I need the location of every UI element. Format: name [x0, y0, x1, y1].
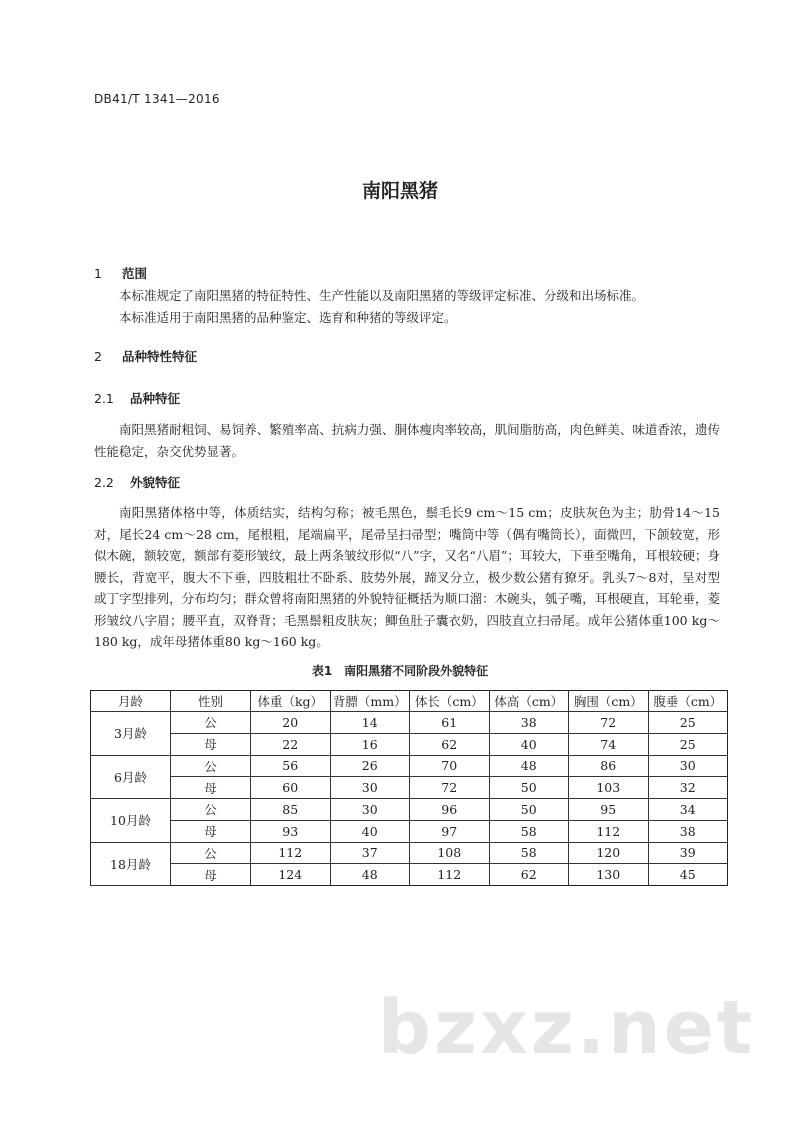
appearance-paragraph	[94, 502, 720, 653]
section-heading-2-1	[94, 389, 180, 407]
cell-value: 112	[410, 864, 490, 886]
scope-paragraph-2: 本标准适用于南阳黑猪的品种鉴定、选育和种猪的等级评定。	[119, 309, 457, 325]
header-belly-drop: 腹垂（cm）	[648, 691, 728, 712]
header-age: 月龄	[91, 691, 171, 712]
cell-value: 38	[648, 820, 728, 842]
cell-sex: 母	[171, 820, 251, 842]
cell-age: 6月龄	[91, 755, 171, 799]
cell-value: 50	[489, 777, 569, 799]
table-row	[91, 842, 728, 864]
cell-value: 30	[330, 777, 410, 799]
section-title: 范围	[122, 266, 148, 281]
appearance-table	[90, 690, 728, 886]
cell-value: 37	[330, 842, 410, 864]
breed-paragraph	[94, 419, 720, 462]
cell-value: 96	[410, 799, 490, 821]
cell-value: 72	[569, 712, 649, 734]
cell-value: 130	[569, 864, 649, 886]
cell-value: 93	[251, 820, 331, 842]
standard-code: DB41/T 1341—2016	[94, 92, 220, 106]
cell-value: 48	[489, 755, 569, 777]
table-caption: 表1 南阳黑猪不同阶段外貌特征	[311, 664, 489, 678]
cell-value: 40	[330, 820, 410, 842]
section-heading-2	[94, 347, 197, 365]
header-body-length: 体长（cm）	[410, 691, 490, 712]
section-title: 品种特性特征	[122, 349, 198, 364]
table-header-row	[91, 691, 728, 712]
cell-value: 58	[489, 820, 569, 842]
section-heading-2-2	[94, 473, 180, 491]
section-number: 2.1	[94, 391, 114, 406]
cell-value: 26	[330, 755, 410, 777]
cell-value: 86	[569, 755, 649, 777]
table-row	[91, 733, 728, 755]
cell-value: 97	[410, 820, 490, 842]
cell-age: 10月龄	[91, 799, 171, 843]
cell-value: 62	[489, 864, 569, 886]
cell-value: 34	[648, 799, 728, 821]
cell-value: 72	[410, 777, 490, 799]
cell-sex: 母	[171, 864, 251, 886]
cell-value: 25	[648, 712, 728, 734]
header-body-height: 体高（cm）	[489, 691, 569, 712]
cell-value: 70	[410, 755, 490, 777]
cell-value: 56	[251, 755, 331, 777]
cell-sex: 公	[171, 755, 251, 777]
table-row	[91, 864, 728, 886]
cell-value: 108	[410, 842, 490, 864]
cell-value: 85	[251, 799, 331, 821]
section-title: 外貌特征	[130, 475, 181, 490]
table-row	[91, 777, 728, 799]
cell-value: 30	[330, 799, 410, 821]
cell-sex: 母	[171, 777, 251, 799]
watermark: bzxz.net	[378, 985, 756, 1071]
cell-value: 25	[648, 733, 728, 755]
header-backfat: 背膘（mm）	[330, 691, 410, 712]
cell-value: 30	[648, 755, 728, 777]
cell-age: 18月龄	[91, 842, 171, 886]
table-row	[91, 755, 728, 777]
cell-value: 120	[569, 842, 649, 864]
scope-paragraphs	[94, 285, 720, 328]
cell-value: 20	[251, 712, 331, 734]
scope-paragraph-1: 本标准规定了南阳黑猪的特征特性、生产性能以及南阳黑猪的等级评定标准、分级和出场标准。	[119, 288, 645, 303]
header-sex: 性别	[171, 691, 251, 712]
table-row	[91, 820, 728, 842]
document-title: 南阳黑猪	[361, 180, 438, 202]
header-chest-girth: 胸围（cm）	[569, 691, 649, 712]
cell-value: 112	[569, 820, 649, 842]
table-row	[91, 712, 728, 734]
cell-age: 3月龄	[91, 712, 171, 756]
appearance-text: 南阳黑猪体格中等，体质结实，结构匀称；被毛黑色，鬃毛长9 cm～15 cm；皮肤灰色为主；肋骨14～15对，尾长24 cm～28 cm，尾根粗，尾端扁平，尾帚呈扫帚型；嘴筒中等（偶有嘴筒长），面微凹，下颌较宽，形似木碗，额较宽，额部有菱形皱纹，最上两条皱纹形似“八”字，又名“八眉”；耳较大，下垂至嘴角，耳根较硬；身腰长，背宽平，腹大不下垂，四肢粗壮不卧系、肢势外展，蹄叉分立，极少数公猪有獠牙。乳头7～8对，呈对型或丁字型排列，分布均匀；群众曾将南阳黑猪的外貌特征概括为顺口溜：木碗头，瓠子嘴，耳根硬直，耳轮垂，菱形皱纹八字眉；腰平直，双脊背；毛黑鬃粗皮肤灰；鲫鱼肚子囊衣奶，四肢直立扫帚尾。成年公猪体重100 kg～180 kg，成年母猪体重80 kg～160 kg。	[94, 505, 720, 649]
cell-sex: 公	[171, 799, 251, 821]
cell-sex: 母	[171, 733, 251, 755]
section-number: 2	[94, 349, 102, 364]
cell-value: 32	[648, 777, 728, 799]
cell-value: 74	[569, 733, 649, 755]
cell-value: 124	[251, 864, 331, 886]
table-body	[91, 712, 728, 886]
cell-value: 48	[330, 864, 410, 886]
table-row	[91, 799, 728, 821]
section-heading-1	[94, 264, 147, 282]
cell-value: 95	[569, 799, 649, 821]
cell-value: 60	[251, 777, 331, 799]
cell-value: 62	[410, 733, 490, 755]
section-number: 2.2	[94, 475, 114, 490]
cell-value: 45	[648, 864, 728, 886]
section-title: 品种特征	[130, 391, 181, 406]
cell-value: 58	[489, 842, 569, 864]
cell-value: 40	[489, 733, 569, 755]
header-weight: 体重（kg）	[251, 691, 331, 712]
cell-value: 38	[489, 712, 569, 734]
breed-text: 南阳黑猪耐粗饲、易饲养、繁殖率高、抗病力强、胴体瘦肉率较高，肌间脂肪高，肉色鲜美、味道香浓，遗传性能稳定，杂交优势显著。	[94, 422, 720, 459]
cell-value: 61	[410, 712, 490, 734]
cell-value: 50	[489, 799, 569, 821]
cell-value: 39	[648, 842, 728, 864]
section-number: 1	[94, 266, 102, 281]
cell-value: 22	[251, 733, 331, 755]
cell-sex: 公	[171, 712, 251, 734]
cell-value: 14	[330, 712, 410, 734]
cell-value: 16	[330, 733, 410, 755]
cell-value: 103	[569, 777, 649, 799]
cell-sex: 公	[171, 842, 251, 864]
cell-value: 112	[251, 842, 331, 864]
